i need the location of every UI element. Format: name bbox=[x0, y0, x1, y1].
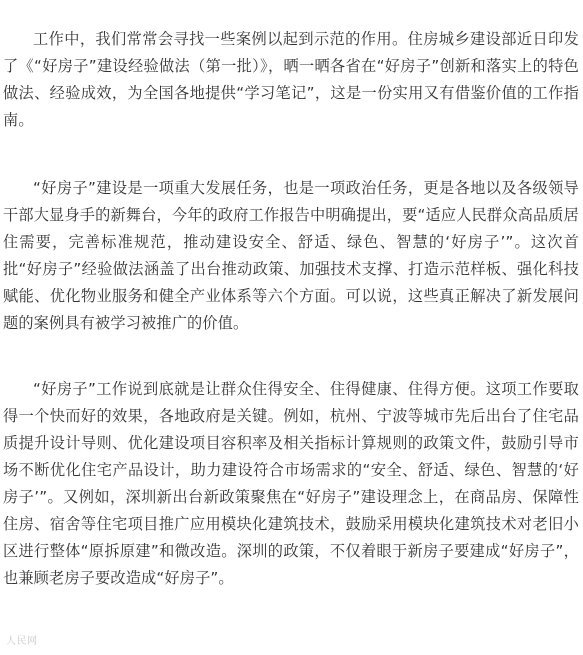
source-watermark: 人民网 bbox=[6, 636, 38, 647]
paragraph-2: “好房子”建设是一项重大发展任务，也是一项政治任务，更是各地以及各级领导干部大显身手的新舞台，今年的政府工作报告中明确提出，要“适应人民群众高品质居住需要，完善标准规范，推动建设安全、舒适、绿色、智慧的‘好房子’”。这次首批“好房子”经验做法涵盖了出台推动政策、加强技术支撑、打造示范样板、强化科技赋能、优化物业服务和健全产业体系等六个方面。可以说，这些真正解决了新发展问题的案例具有被学习被推广的价值。 bbox=[3, 179, 579, 332]
paragraph-3: “好房子”工作说到底就是让群众住得安全、住得健康、住得方便。这项工作要取得一个快而好的效果，各地政府是关键。例如，杭州、宁波等城市先后出台了住宅品质提升设计导则、优化建设项目容积率及相关指标计算规则的政策文件，鼓励引导市场不断优化住宅产品设计，助力建设符合市场需求的“安全、舒适、绿色、智慧的‘好房子’”。又例如，深圳新出台新政策聚焦在“好房子”建设理念上，在商品房、保障性住房、宿舍等住宅项目推广应用模块化建筑技术，鼓励采用模块化建筑技术对老旧小区进行整体“原拆原建”和微改造。深圳的政策，不仅着眼于新房子要建成“好房子”，也兼顾老房子要改造成“好房子”。 bbox=[3, 380, 579, 587]
paragraph-1: 工作中，我们常常会寻找一些案例以起到示范的作用。住房城乡建设部近日印发了《“好房子”建设经验做法（第一批）》，晒一晒各省在“好房子”创新和落实上的特色做法、经验成效，为全国各地提供“学习笔记”，这是一份实用又有借鉴价值的工作指南。 bbox=[3, 30, 579, 129]
